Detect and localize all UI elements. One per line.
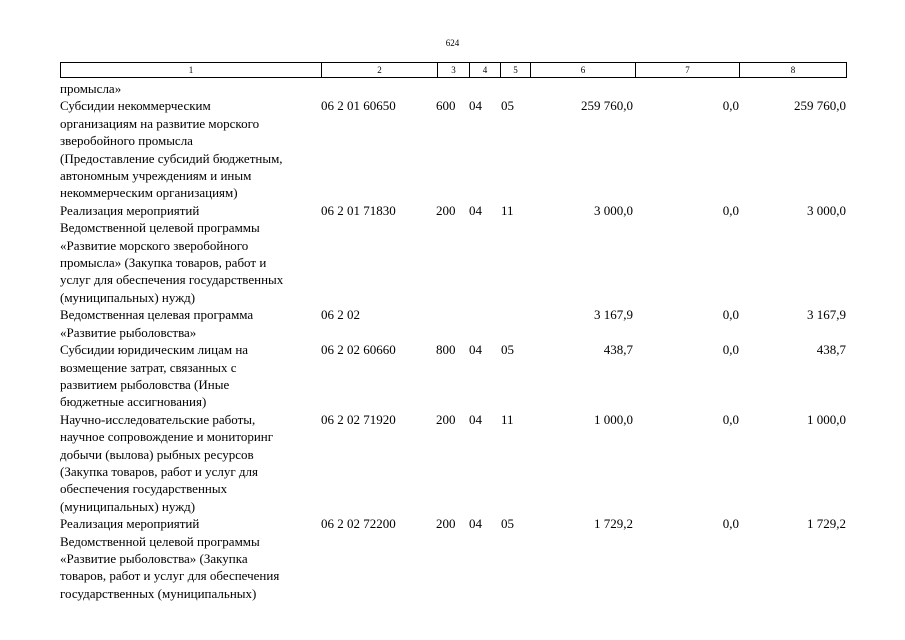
row-name-line: Ведомственной целевой программы xyxy=(60,220,260,236)
row-amount-col6: 259 760,0 xyxy=(581,98,633,114)
header-col-1: 1 xyxy=(188,65,194,75)
row-name-line: (Предоставление субсидий бюджетным, xyxy=(60,150,283,166)
row-amount-col6: 3 000,0 xyxy=(594,202,633,218)
row-section: 04 xyxy=(469,202,482,218)
row-code: 06 2 02 60660 xyxy=(321,342,396,358)
row-name xyxy=(60,306,320,341)
page-number: 624 xyxy=(445,38,460,48)
row-amount-col6: 1 729,2 xyxy=(594,516,633,532)
header-col-7: 7 xyxy=(635,63,739,77)
row-code: 06 2 02 72200 xyxy=(321,516,396,532)
table-row xyxy=(60,306,847,341)
row-amount-col8: 3 167,9 xyxy=(807,307,846,323)
row-amount-col7: 0,0 xyxy=(722,307,739,323)
row-name-line: (муниципальных) нужд) xyxy=(60,289,196,305)
row-expense-type: 600 xyxy=(436,98,456,114)
row-section: 04 xyxy=(469,98,482,114)
row-section: 04 xyxy=(469,411,482,427)
row-subsection: 11 xyxy=(501,411,514,427)
row-amount-col7: 0,0 xyxy=(722,202,739,218)
header-col-4: 4 xyxy=(469,63,500,77)
row-amount-col7: 0,0 xyxy=(722,98,739,114)
table-row xyxy=(60,411,847,515)
row-name-line: Субсидии некоммерческим xyxy=(60,98,211,114)
row-expense-type: 200 xyxy=(436,516,456,532)
row-name-line: развитием рыболовства (Иные xyxy=(60,376,230,392)
row-code: 06 2 02 71920 xyxy=(321,411,396,427)
table-row xyxy=(60,515,847,602)
row-amount-col7: 0,0 xyxy=(722,342,739,358)
row-name-line: промысла» (Закупка товаров, работ и xyxy=(60,255,267,271)
row-name-line: Ведомственной целевой программы xyxy=(60,533,260,549)
row-name xyxy=(60,515,320,602)
row-name-line: (муниципальных) нужд) xyxy=(60,498,196,514)
row-code: 06 2 02 xyxy=(321,307,360,323)
row-expense-type: 200 xyxy=(436,202,456,218)
row-section: 04 xyxy=(469,516,482,532)
row-name-line: Реализация мероприятий xyxy=(60,516,200,532)
row-name-line: товаров, работ и услуг для обеспечения xyxy=(60,568,280,584)
row-subsection: 11 xyxy=(501,202,514,218)
row-name-line: Научно-исследовательские работы, xyxy=(60,411,256,427)
header-col-5: 5 xyxy=(500,63,530,77)
row-subsection: 05 xyxy=(501,342,514,358)
row-name xyxy=(60,341,320,411)
row-amount-col6: 3 167,9 xyxy=(594,307,633,323)
header-col-2: 2 xyxy=(321,63,437,77)
row-name xyxy=(60,202,320,306)
row-amount-col7: 0,0 xyxy=(722,411,739,427)
header-col-8: 8 xyxy=(739,63,846,77)
row-subsection: 05 xyxy=(501,98,514,114)
row-name-line: «Развитие рыболовства» xyxy=(60,324,197,340)
row-name-line: (Закупка товаров, работ и услуг для xyxy=(60,463,258,479)
row-expense-type: 800 xyxy=(436,342,456,358)
row-name-line: добычи (вылова) рыбных ресурсов xyxy=(60,446,254,462)
row-amount-col8: 259 760,0 xyxy=(794,98,846,114)
header-col-3: 3 xyxy=(437,63,469,77)
row-name-line: Ведомственная целевая программа xyxy=(60,307,254,323)
row-name-line: возмещение затрат, связанных с xyxy=(60,359,237,375)
row-name-line: «Развитие рыболовства» (Закупка xyxy=(60,550,248,566)
row-name-line: государственных (муниципальных) xyxy=(60,585,257,601)
row-amount-col6: 1 000,0 xyxy=(594,411,633,427)
row-name-line: «Развитие морского зверобойного xyxy=(60,237,249,253)
table-rows xyxy=(60,97,847,602)
row-amount-col8: 1 000,0 xyxy=(807,411,846,427)
row-expense-type: 200 xyxy=(436,411,456,427)
table-row xyxy=(60,341,847,411)
carryover-text: промысла» xyxy=(60,81,122,96)
row-name-line: организациям на развитие морского xyxy=(60,115,260,131)
row-name-line: научное сопровождение и мониторинг xyxy=(60,429,274,445)
row-name-line: услуг для обеспечения государственных xyxy=(60,272,284,288)
row-name-line: Реализация мероприятий xyxy=(60,202,200,218)
row-amount-col8: 438,7 xyxy=(816,342,846,358)
row-code: 06 2 01 60650 xyxy=(321,98,396,114)
row-amount-col7: 0,0 xyxy=(722,516,739,532)
table-body xyxy=(60,80,847,602)
carryover-row xyxy=(60,80,847,97)
table-header-row xyxy=(60,62,847,78)
row-amount-col8: 1 729,2 xyxy=(807,516,846,532)
row-name-line: зверобойного промысла xyxy=(60,133,193,149)
row-subsection: 05 xyxy=(501,516,514,532)
row-amount-col8: 3 000,0 xyxy=(807,202,846,218)
row-section: 04 xyxy=(469,342,482,358)
header-col-6: 6 xyxy=(530,63,635,77)
row-amount-col6: 438,7 xyxy=(603,342,633,358)
row-name-line: обеспечения государственных xyxy=(60,481,228,497)
row-code: 06 2 01 71830 xyxy=(321,202,396,218)
row-name-line: бюджетные ассигнования) xyxy=(60,394,207,410)
table-row xyxy=(60,202,847,306)
row-name xyxy=(60,97,320,201)
table-row xyxy=(60,97,847,201)
row-name xyxy=(60,411,320,515)
row-name-line: некоммерческим организациям) xyxy=(60,185,238,201)
row-name-line: Субсидии юридическим лицам на xyxy=(60,342,249,358)
row-name-line: автономным учреждениям и иным xyxy=(60,168,252,184)
